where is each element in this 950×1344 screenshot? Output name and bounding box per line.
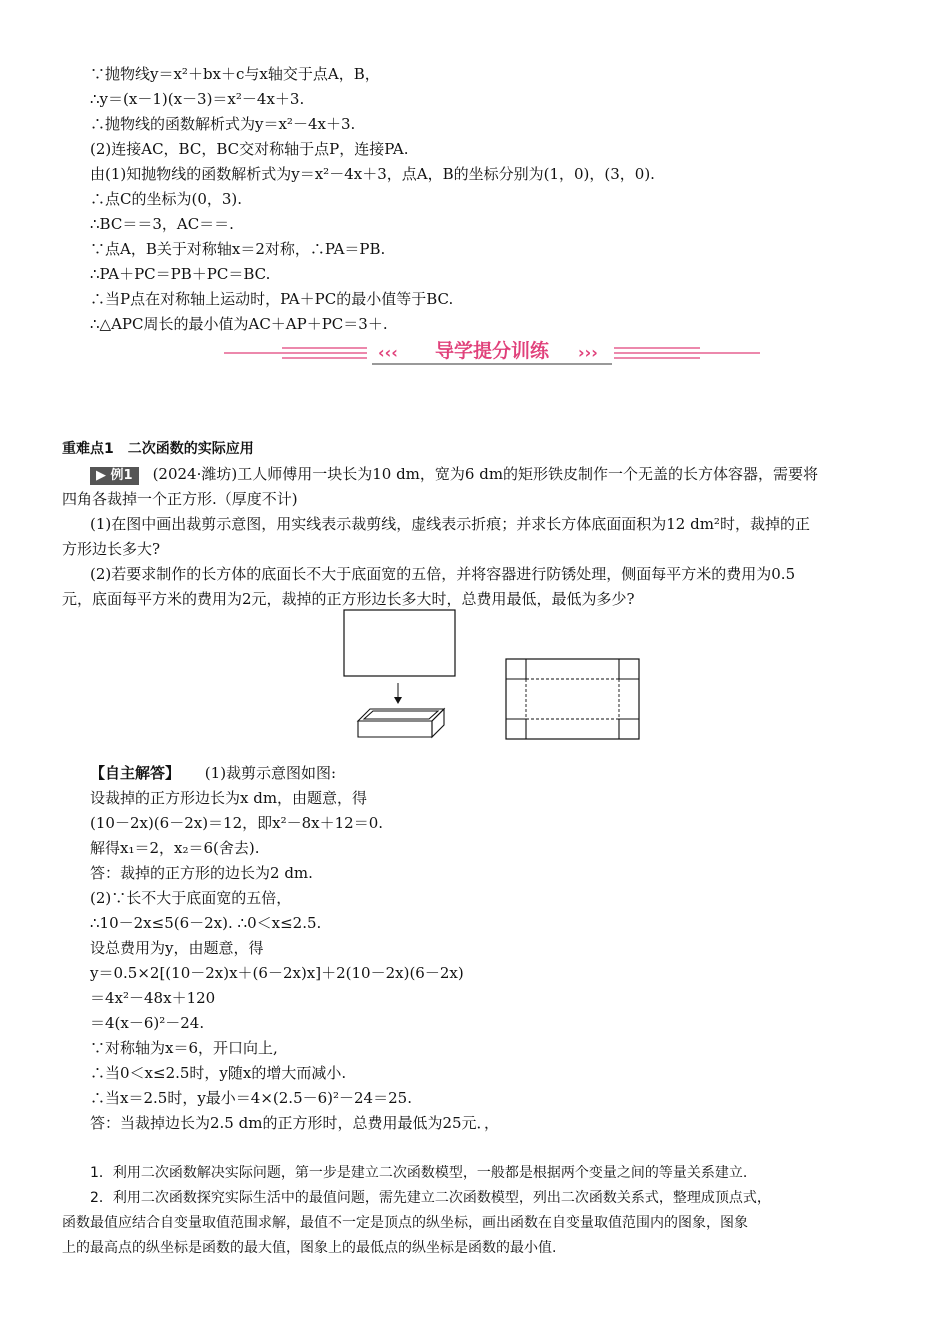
- question-2-line-1: (2)若要求制作的长方体的底面长不大于底面宽的五倍，并将容器进行防锈处理，侧面每平方米的费用为0.5: [90, 565, 796, 583]
- solution-line: ＝4(x－6)²－24.: [90, 1014, 205, 1032]
- text-line: ∴抛物线的函数解析式为y＝x²－4x＋3.: [90, 115, 356, 133]
- solution-line: 答：裁掉的正方形的边长为2 dm.: [90, 864, 313, 882]
- solution-header: [90, 763, 336, 783]
- text-line: ∴点C的坐标为(0，3).: [90, 190, 243, 208]
- text-line: ∴BC＝＝3，AC＝＝.: [90, 215, 234, 233]
- question-1-line-1: (1)在图中画出裁剪示意图，用实线表示裁剪线，虚线表示折痕；并求长方体底面面积为12 dm²时，裁掉的正: [90, 515, 810, 533]
- cutting-diagram: [503, 656, 643, 742]
- section-banner: [222, 336, 762, 370]
- solution-line: ∵对称轴为x＝6，开口向上,: [90, 1039, 278, 1057]
- section-heading: 重难点1 二次函数的实际应用: [62, 441, 254, 457]
- text-line: ∴△APC周长的最小值为AC＋AP＋PC＝3＋.: [90, 315, 388, 333]
- arrow-head: [394, 697, 402, 704]
- solution-line: (2)∵长不大于底面宽的五倍，: [90, 889, 292, 907]
- example-line-1: ▶ 例1 (2024·潍坊)工人师傅用一块长为10 dm，宽为6 dm的矩形铁皮制作一个无盖的长方体容器，需要将: [90, 464, 818, 485]
- text-line: ∵抛物线y＝x²＋bx＋c与x轴交于点A，B，: [90, 65, 380, 83]
- banner-right-arrows: ›››: [578, 343, 598, 362]
- banner-right-rules: [614, 348, 760, 358]
- example-badge: ▶ 例1: [90, 467, 139, 485]
- text-line: ∴PA＋PC＝PB＋PC＝BC.: [90, 265, 271, 283]
- text-line: ∵点A，B关于对称轴x＝2对称，∴PA＝PB.: [90, 240, 386, 258]
- solution-first-line: (1)裁剪示意图如图:: [204, 764, 337, 782]
- banner-title: 导学提分训练: [434, 340, 550, 362]
- solution-line: (10－2x)(6－2x)＝12，即x²－8x＋12＝0.: [90, 814, 384, 832]
- text-line: ∴当P点在对称轴上运动时，PA＋PC的最小值等于BC.: [90, 290, 454, 308]
- text-line: 由(1)知抛物线的函数解析式为y＝x²－4x＋3，点A，B的坐标分别为(1，0)，(3，0).: [90, 165, 655, 183]
- solution-line: ∴当x＝2.5时，y最小＝4×(2.5－6)²－24＝25.: [90, 1089, 412, 1107]
- solution-line: 解得x₁＝2，x₂＝6(舍去).: [90, 839, 260, 857]
- summary-line: 1．利用二次函数解决实际问题，第一步是建立二次函数模型，一般都是根据两个变量之间的等量关系建立.: [90, 1165, 748, 1181]
- open-box: [358, 709, 444, 737]
- fold-lines: [526, 679, 619, 719]
- summary-line: 上的最高点的纵坐标是函数的最大值，图象上的最低点的纵坐标是函数的最小值.: [62, 1240, 557, 1256]
- banner-left-rules: [224, 348, 367, 358]
- solution-line: ∴10－2x≤5(6－2x). ∴0＜x≤2.5.: [90, 914, 322, 932]
- metal-sheet-rect: [344, 610, 455, 676]
- solution-line: ＝4x²－48x＋120: [90, 989, 216, 1007]
- question-2-line-2: 元，底面每平方米的费用为2元，裁掉的正方形边长多大时，总费用最低，最低为多少?: [62, 590, 635, 608]
- summary-line: 2．利用二次函数探究实际生活中的最值问题，需先建立二次函数模型，列出二次函数关系式，整理成顶点式，: [90, 1190, 771, 1206]
- banner-left-arrows: ‹‹‹: [378, 343, 398, 362]
- solution-line: ∴当0＜x≤2.5时，y随x的增大而减小.: [90, 1064, 347, 1082]
- sheet-and-box-figure: [340, 607, 460, 742]
- solution-line: y＝0.5×2[(10－2x)x＋(6－2x)x]＋2(10－2x)(6－2x): [90, 964, 464, 982]
- text-line: (2)连接AC，BC，BC交对称轴于点P，连接PA.: [90, 140, 409, 158]
- solution-line: 设总费用为y，由题意，得: [90, 939, 264, 957]
- solution-label: 【自主解答】: [90, 764, 181, 782]
- text-line: ∴y＝(x－1)(x－3)＝x²－4x＋3.: [90, 90, 305, 108]
- solution-line: 答：当裁掉边长为2.5 dm的正方形时，总费用最低为25元．，: [90, 1114, 500, 1132]
- example-line-2: 四角各裁掉一个正方形.（厚度不计): [62, 490, 298, 508]
- question-1-line-2: 方形边长多大?: [62, 540, 161, 558]
- solution-line: 设裁掉的正方形边长为x dm，由题意，得: [90, 789, 368, 807]
- summary-line: 函数最值应结合自变量取值范围求解，最值不一定是顶点的纵坐标，画出函数在自变量取值范围内的图象，图象: [62, 1215, 748, 1231]
